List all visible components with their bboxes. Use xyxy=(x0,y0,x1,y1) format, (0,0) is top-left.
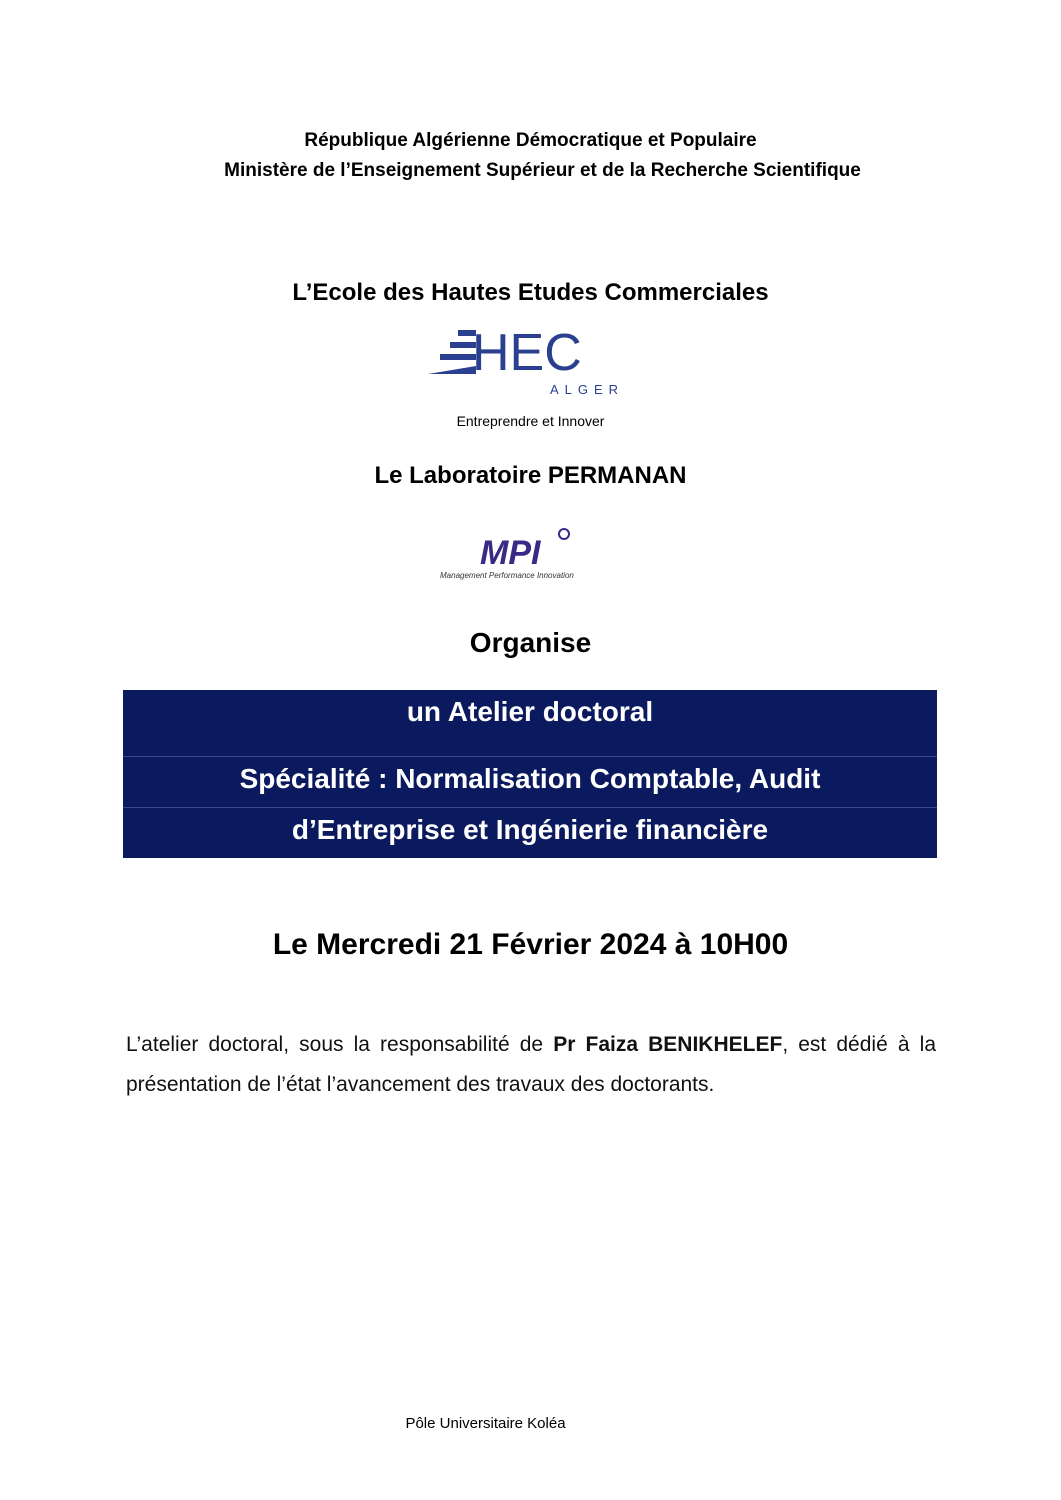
banner-line-3: d’Entreprise et Ingénierie financière xyxy=(291,814,769,845)
banner-divider xyxy=(123,807,937,808)
workshop-banner xyxy=(123,690,937,858)
organise-heading: Organise xyxy=(469,627,592,658)
mpi-logo-subtext: Management Performance Innovation xyxy=(440,571,574,580)
hec-logo-text: HEC xyxy=(472,324,582,382)
mpi-logo xyxy=(436,524,626,584)
banner-divider xyxy=(123,756,937,757)
description-paragraph xyxy=(126,1025,936,1105)
footer-location: Pôle Universitaire Koléa xyxy=(405,1415,566,1432)
republic-title: République Algérienne Démocratique et Populaire xyxy=(304,130,757,151)
lab-name: Le Laboratoire PERMANAN xyxy=(374,462,687,489)
banner-line-1: un Atelier doctoral xyxy=(406,696,654,727)
event-date: Le Mercredi 21 Février 2024 à 10H00 xyxy=(272,928,789,961)
responsible-name: Pr Faiza BENIKHELEF xyxy=(553,1033,783,1056)
hec-logo-subtext: ALGER xyxy=(550,382,625,397)
banner-line-2: Spécialité : Normalisation Comptable, Audit xyxy=(239,763,821,794)
description-part-2: , est dédié à la présentation de l’état l’avancement des travaux des doctorants. xyxy=(126,1033,936,1096)
hec-logo xyxy=(428,322,634,398)
description-part-1: L’atelier doctoral, sous la responsabilité de xyxy=(126,1033,554,1056)
hec-logo-swoosh xyxy=(428,366,476,374)
hec-logo-stripe xyxy=(440,354,476,360)
mpi-logo-text: MPI xyxy=(480,534,541,572)
school-tagline: Entreprendre et Innover xyxy=(456,413,605,429)
mpi-logo-dot xyxy=(559,529,569,539)
ministry-title: Ministère de l’Enseignement Supérieur et de la Recherche Scientifique xyxy=(224,160,861,181)
school-name: L’Ecole des Hautes Etudes Commerciales xyxy=(292,279,769,306)
